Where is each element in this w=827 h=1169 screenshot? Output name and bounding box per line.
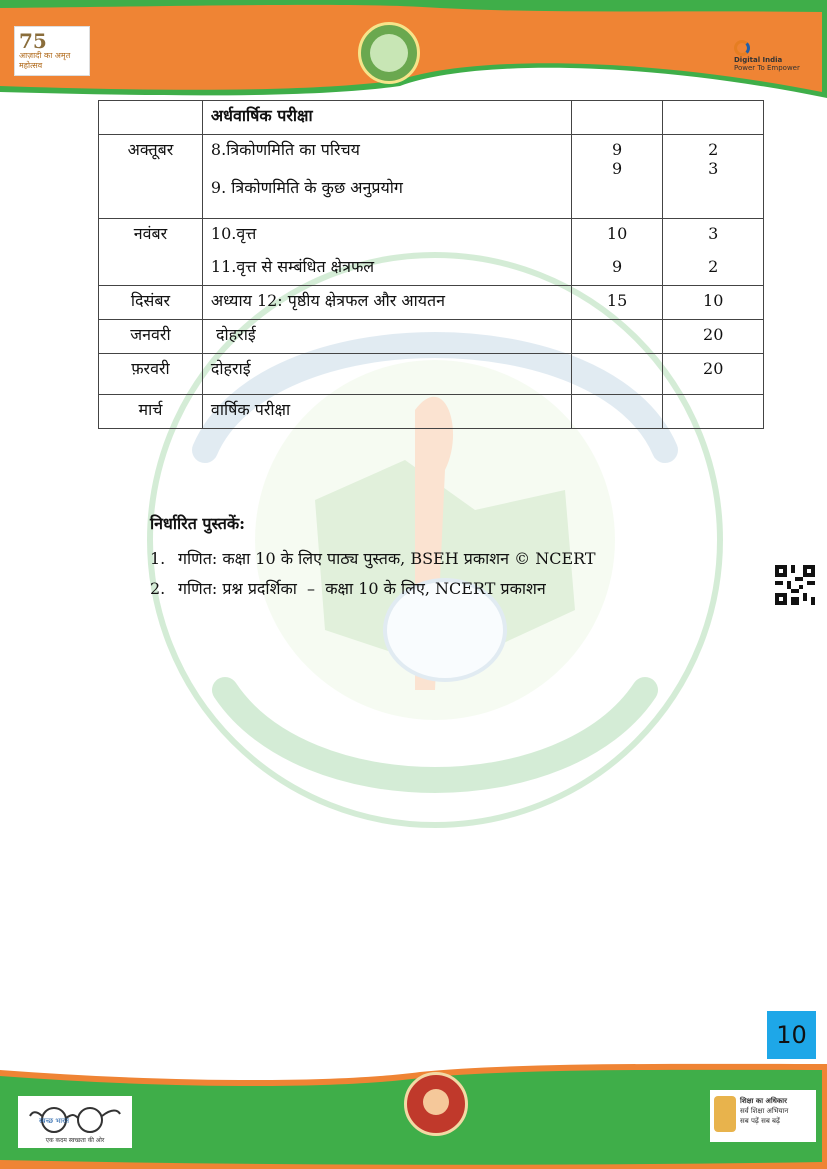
topic-cell: अध्याय 12: पृष्ठीय क्षेत्रफल और आयतन [202,286,571,320]
table-row [99,286,764,320]
digital-india-tagline: Power To Empower [734,64,800,72]
month-cell: जनवरी [99,320,203,354]
weeks-cell: 10 [663,286,764,320]
table-row [99,354,764,395]
periods-cell: 9 9 [571,135,663,219]
qr-code-icon[interactable] [775,565,815,605]
books-heading: निर्धारित पुस्तकें: [150,514,246,533]
topic-cell: वार्षिक परीक्षा [202,395,571,429]
periods-cell [571,101,663,135]
weeks-cell: 20 [663,354,764,395]
periods-cell [571,354,663,395]
child-reading-icon [714,1096,736,1132]
periods-cell [571,395,663,429]
svg-text:स्वच्छ भारत: स्वच्छ भारत [39,1117,69,1125]
table-row [99,395,764,429]
swachh-bharat-logo: स्वच्छ भारत एक कदम स्वच्छता की ओर [18,1096,132,1148]
weeks-cell [663,395,764,429]
periods-cell: 15 [571,286,663,320]
weeks-cell: 3 2 [663,219,764,286]
shiksha-ka-adhikar-logo: शिक्षा का अधिकार सर्व शिक्षा अभियान सब पढ़ें सब बढ़ें [710,1090,816,1142]
topic-cell: 8.त्रिकोणमिति का परिचय 9. त्रिकोणमिति के कुछ अनुप्रयोग [202,135,571,219]
month-cell: फ़रवरी [99,354,203,395]
topic-cell: अर्धवार्षिक परीक्षा [202,101,571,135]
digital-india-title: Digital India [734,56,783,64]
digital-india-icon [734,40,750,56]
table-row [99,135,764,219]
page-header [0,0,827,100]
periods-cell: 10 9 [571,219,663,286]
topic-cell: दोहराई [202,320,571,354]
weeks-cell: 2 3 [663,135,764,219]
list-item: 2. गणित: प्रश्न प्रदर्शिका – कक्षा 10 के लिए, NCERT प्रकाशन [150,579,546,598]
books-list [150,544,596,604]
board-emblem-logo [358,22,420,84]
page-number: 10 [767,1011,816,1059]
topic-cell: 10.वृत्त 11.वृत्त से सम्बंधित क्षेत्रफल [202,219,571,286]
table-row [99,320,764,354]
gandhi-glasses-icon [28,1104,122,1134]
page-footer [0,1062,827,1169]
weeks-cell: 20 [663,320,764,354]
azadi-ka-amrit-mahotsav-logo: 75 आज़ादी का अमृत महोत्सव [14,26,90,76]
month-cell: मार्च [99,395,203,429]
table-row [99,101,764,135]
periods-cell [571,320,663,354]
list-item: 1. गणित: कक्षा 10 के लिए पाठ्य पुस्तक, BSEH प्रकाशन © NCERT [150,549,596,568]
digital-india-logo [734,40,806,72]
month-cell: अक्तूबर [99,135,203,219]
month-cell: दिसंबर [99,286,203,320]
beti-bachao-beti-padhao-logo [404,1072,468,1136]
prescribed-books-section [150,512,596,604]
syllabus-table [98,100,764,429]
topic-cell: दोहराई [202,354,571,395]
weeks-cell [663,101,764,135]
month-cell: नवंबर [99,219,203,286]
month-cell [99,101,203,135]
table-row [99,219,764,286]
